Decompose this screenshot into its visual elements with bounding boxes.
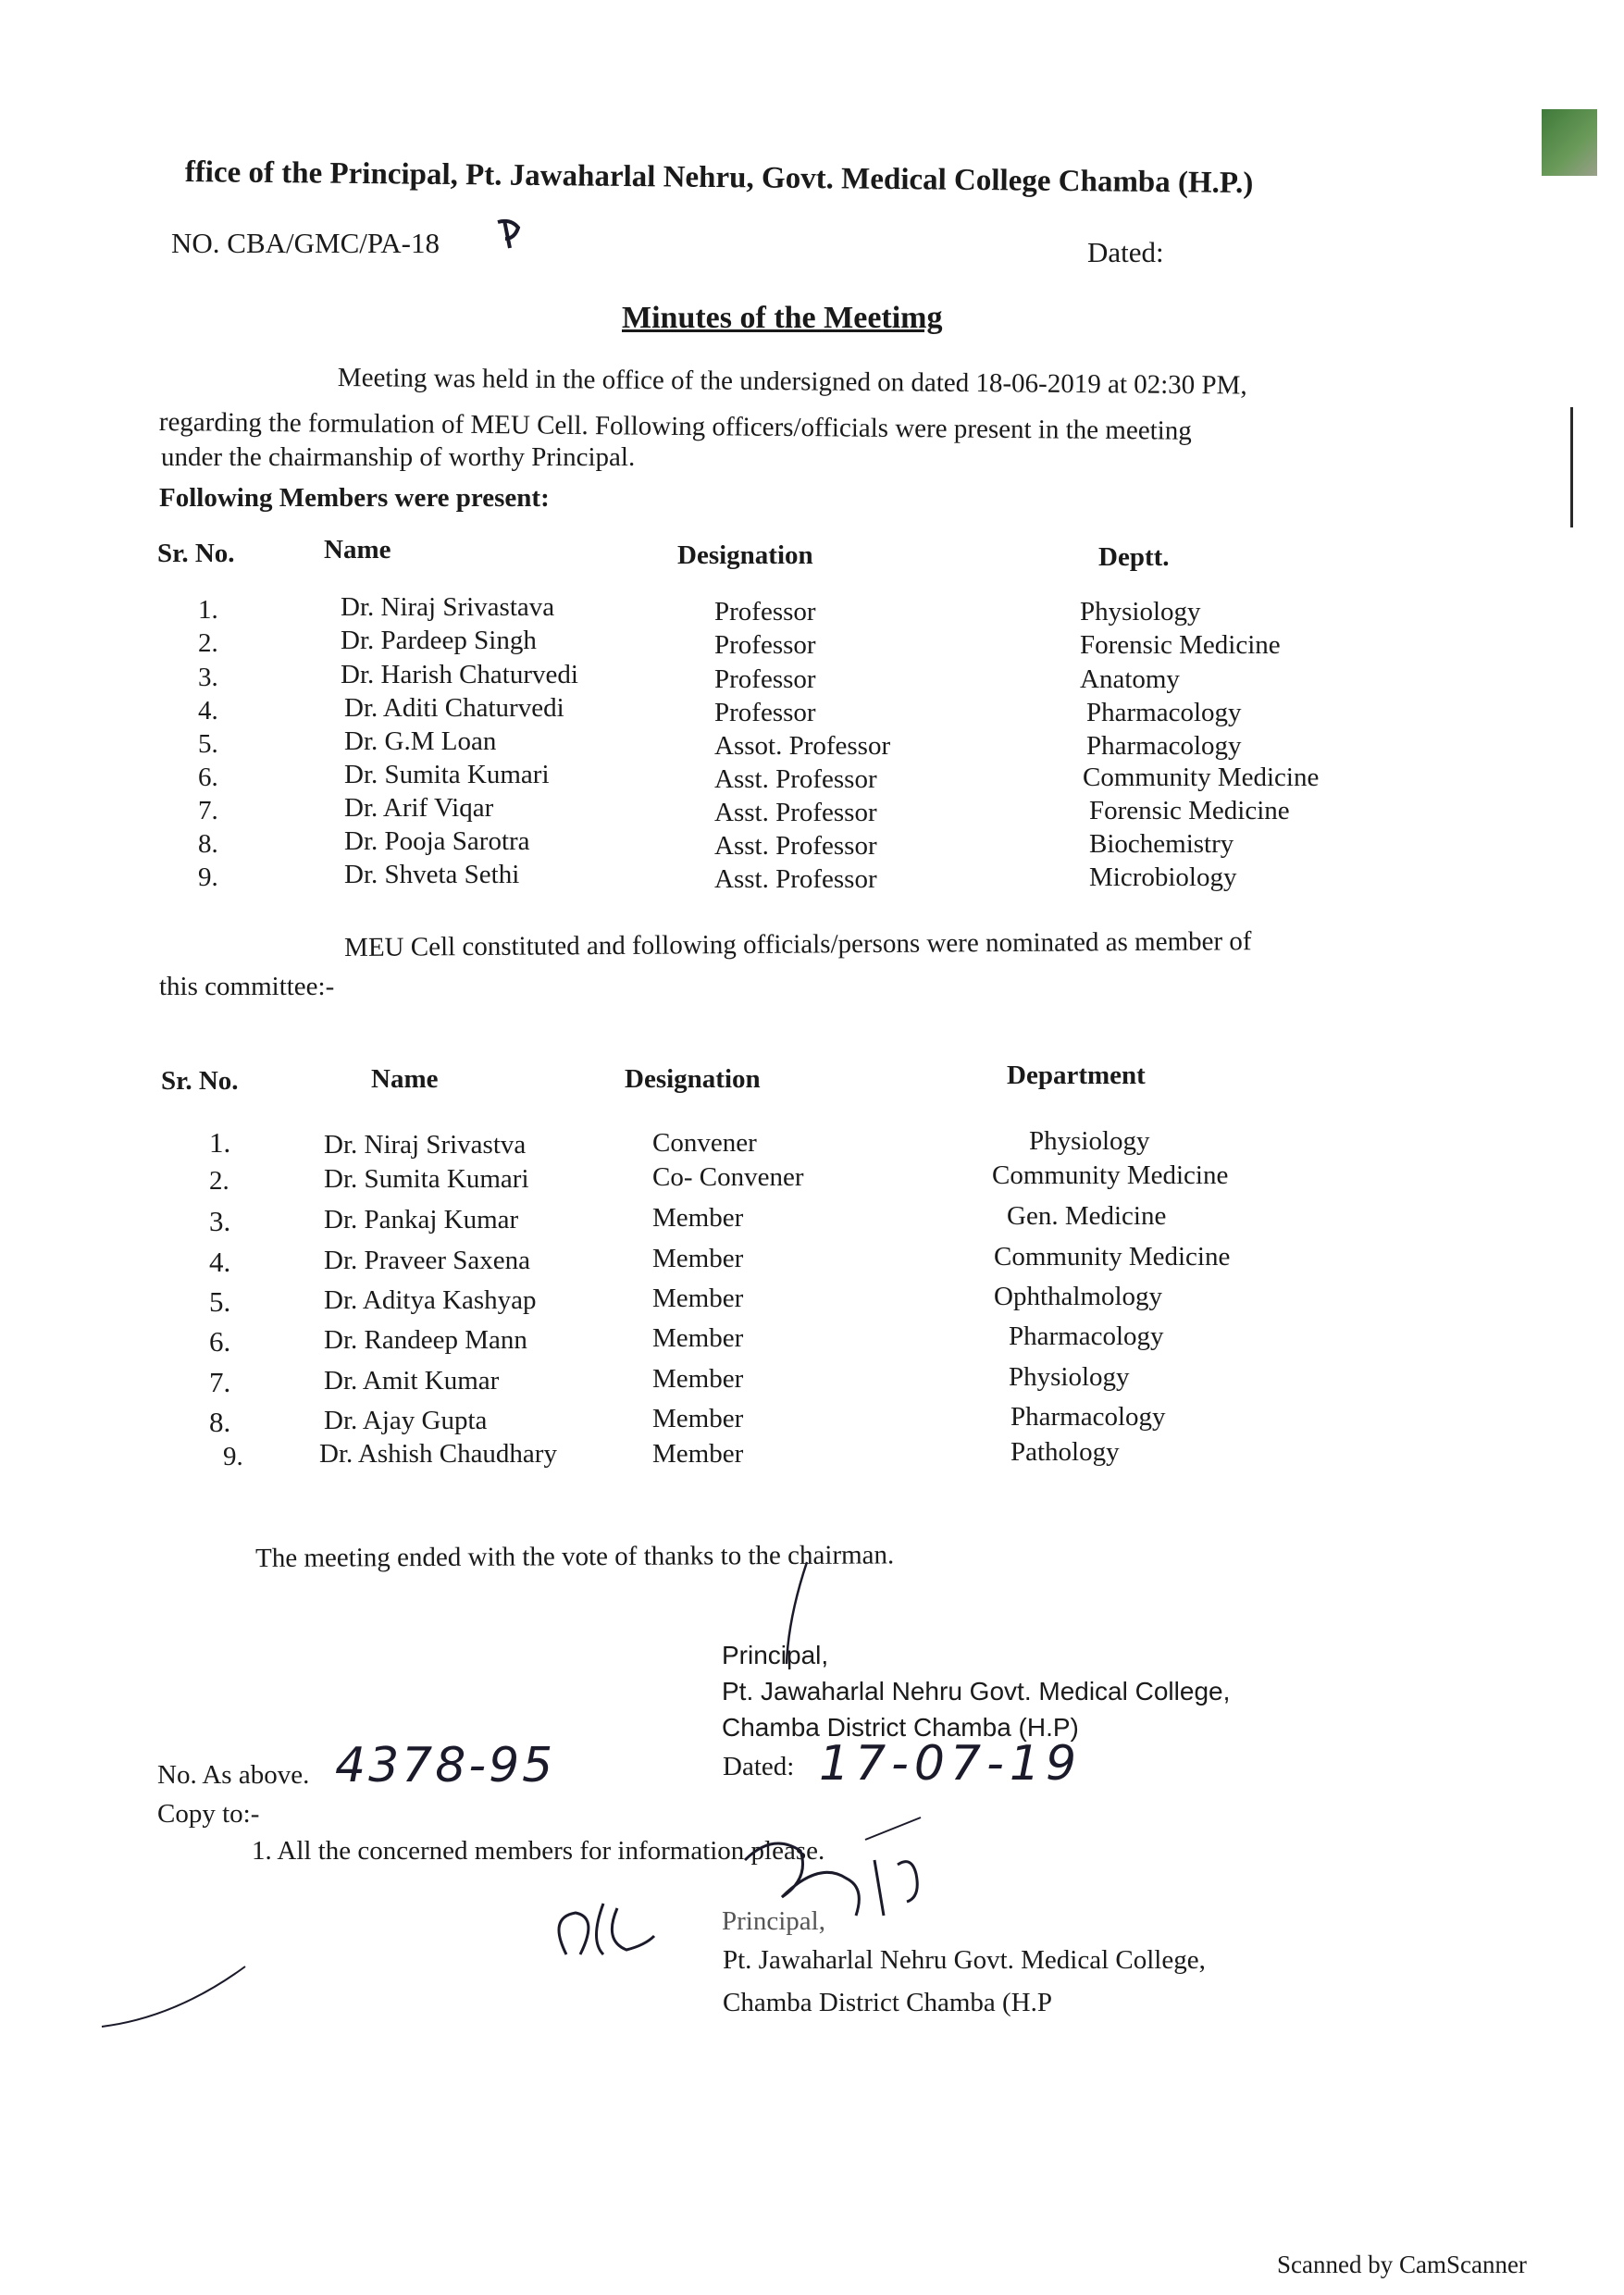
row-name: Dr. Niraj Srivastva (324, 1130, 527, 1160)
signature-2-district: Chamba District Chamba (H.P (723, 1988, 1053, 2017)
row-name: Dr. Shveta Sethi (344, 860, 520, 889)
row-name: Dr. Ajay Gupta (324, 1406, 488, 1435)
table-header-name: Name (371, 1064, 439, 1094)
signature-stroke-principal (787, 1562, 807, 1664)
row-department: Forensic Medicine (1089, 796, 1290, 825)
row-designation: Asst. Professor (714, 764, 877, 794)
row-designation: Member (652, 1323, 744, 1353)
row-department: Pharmacology (1010, 1402, 1166, 1432)
row-department: Pharmacology (1086, 698, 1242, 727)
row-name: Dr. G.M Loan (344, 726, 497, 756)
row-srno: 1. (209, 1126, 231, 1159)
row-designation: Professor (714, 630, 816, 660)
row-name: Dr. Pankaj Kumar (324, 1205, 519, 1234)
row-department: Physiology (1029, 1126, 1150, 1156)
row-srno: 2. (198, 628, 218, 658)
row-name: Dr. Praveer Saxena (324, 1246, 531, 1275)
table-header-designation: Designation (625, 1064, 761, 1094)
row-srno: 2. (209, 1166, 229, 1196)
intro-line-2: regarding the formulation of MEU Cell. Following officers/officials were present in the meeting (158, 407, 1192, 446)
row-department: Physiology (1009, 1362, 1130, 1392)
row-name: Dr. Randeep Mann (324, 1325, 527, 1355)
row-designation: Professor (714, 698, 816, 727)
margin-stroke (102, 1966, 245, 2027)
row-srno: 3. (209, 1205, 231, 1237)
row-srno: 8. (198, 829, 218, 859)
row-designation: Member (652, 1404, 744, 1433)
signature-2-title: Principal, (722, 1906, 825, 1936)
row-designation: Asst. Professor (714, 864, 877, 894)
row-srno: 7. (209, 1366, 231, 1398)
signature-1-dated-value: 17-07-19 (819, 1736, 1083, 1792)
row-name: Dr. Aditi Chaturvedi (344, 693, 564, 723)
signature-1-dated-label: Dated: (723, 1752, 795, 1781)
row-designation: Convener (652, 1128, 757, 1158)
row-department: Biochemistry (1089, 829, 1234, 859)
row-department: Community Medicine (1083, 763, 1320, 792)
row-name: Dr. Ashish Chaudhary (319, 1439, 557, 1469)
row-department: Pharmacology (1009, 1321, 1164, 1351)
initials-ok-mark (559, 1904, 654, 1954)
scanner-watermark: Scanned by CamScanner (1277, 2251, 1527, 2278)
row-designation: Member (652, 1284, 744, 1313)
row-designation: Member (652, 1244, 744, 1273)
row-name: Dr. Pooja Sarotra (344, 826, 530, 856)
row-name: Dr. Sumita Kumari (324, 1164, 529, 1194)
closing-text: The meeting ended with the vote of thanks to the chairman. (255, 1540, 895, 1573)
document-title: Minutes of the Meetimg (622, 301, 943, 335)
row-srno: 3. (198, 663, 218, 692)
row-name: Dr. Arif Viqar (344, 793, 494, 823)
row-designation: Professor (714, 597, 816, 626)
row-department: Microbiology (1089, 862, 1237, 892)
intro-line-1: Meeting was held in the office of the undersigned on dated 18-06-2019 at 02:30 PM, (337, 363, 1247, 401)
row-designation: Member (652, 1203, 744, 1233)
row-designation: Co- Convener (652, 1162, 804, 1192)
table-header-srno: Sr. No. (161, 1066, 239, 1096)
row-designation: Professor (714, 664, 816, 694)
row-designation: Asst. Professor (714, 831, 877, 861)
intro-line-3: under the chairmanship of worthy Principal. (161, 442, 636, 472)
row-srno: 8. (209, 1406, 231, 1438)
signature-1-title: Principal, (722, 1641, 829, 1669)
table-header-designation: Designation (677, 540, 813, 570)
row-designation: Asst. Professor (714, 798, 877, 827)
present-heading: Following Members were present: (159, 483, 550, 513)
row-srno: 1. (198, 595, 218, 625)
row-srno: 6. (198, 763, 218, 792)
row-srno: 9. (198, 862, 218, 892)
row-designation: Member (652, 1364, 744, 1394)
row-srno: 4. (209, 1246, 231, 1278)
row-srno: 4. (198, 696, 218, 726)
signature-principal-2 (745, 1843, 917, 1916)
row-department: Physiology (1080, 597, 1201, 626)
row-srno: 6. (209, 1325, 231, 1358)
row-department: Pathology (1010, 1437, 1120, 1467)
ref-no-handwritten-mark (498, 220, 518, 248)
row-department: Community Medicine (992, 1160, 1229, 1190)
row-department: Pharmacology (1086, 731, 1242, 761)
row-department: Forensic Medicine (1080, 630, 1281, 660)
row-designation: Member (652, 1439, 744, 1469)
row-srno: 5. (198, 729, 218, 759)
row-department: Anatomy (1080, 664, 1180, 694)
table-header-srno: Sr. No. (157, 539, 235, 568)
office-heading: ffice of the Principal, Pt. Jawaharlal Nehru, Govt. Medical College Chamba (H.P.) (184, 155, 1254, 201)
row-name: Dr. Aditya Kashyap (324, 1285, 537, 1315)
signature-2-college: Pt. Jawaharlal Nehru Govt. Medical College, (723, 1945, 1206, 1975)
signature-1-college: Pt. Jawaharlal Nehru Govt. Medical College, (722, 1677, 1231, 1706)
row-name: Dr. Harish Chaturvedi (341, 660, 578, 689)
meu-line-1: MEU Cell constituted and following officials/persons were nominated as member of (344, 926, 1252, 962)
row-srno: 7. (198, 796, 218, 825)
dated-label: Dated: (1087, 236, 1164, 268)
row-srno: 5. (209, 1285, 231, 1318)
row-name: Dr. Niraj Srivastava (341, 592, 555, 622)
row-department: Community Medicine (994, 1242, 1231, 1272)
row-srno: 9. (223, 1442, 243, 1471)
reference-number: NO. CBA/GMC/PA-18 (171, 227, 440, 259)
row-designation: Assot. Professor (714, 731, 891, 761)
row-name: Dr. Sumita Kumari (344, 760, 550, 789)
copy-to-item-1: 1. All the concerned members for information please. (252, 1836, 825, 1866)
table-header-deptt: Deptt. (1098, 542, 1170, 572)
meu-line-2: this committee:- (159, 972, 335, 1001)
table-header-department: Department (1007, 1061, 1146, 1090)
row-name: Dr. Pardeep Singh (341, 626, 537, 655)
table-header-name: Name (324, 535, 391, 564)
dispatch-number: 4378-95 (335, 1738, 556, 1793)
copy-to-label: Copy to:- (157, 1799, 260, 1829)
row-department: Gen. Medicine (1007, 1201, 1167, 1231)
row-department: Ophthalmology (994, 1282, 1163, 1311)
row-name: Dr. Amit Kumar (324, 1366, 500, 1396)
signature-1-district: Chamba District Chamba (H.P) (722, 1713, 1079, 1742)
no-as-above-label: No. As above. (157, 1760, 310, 1790)
